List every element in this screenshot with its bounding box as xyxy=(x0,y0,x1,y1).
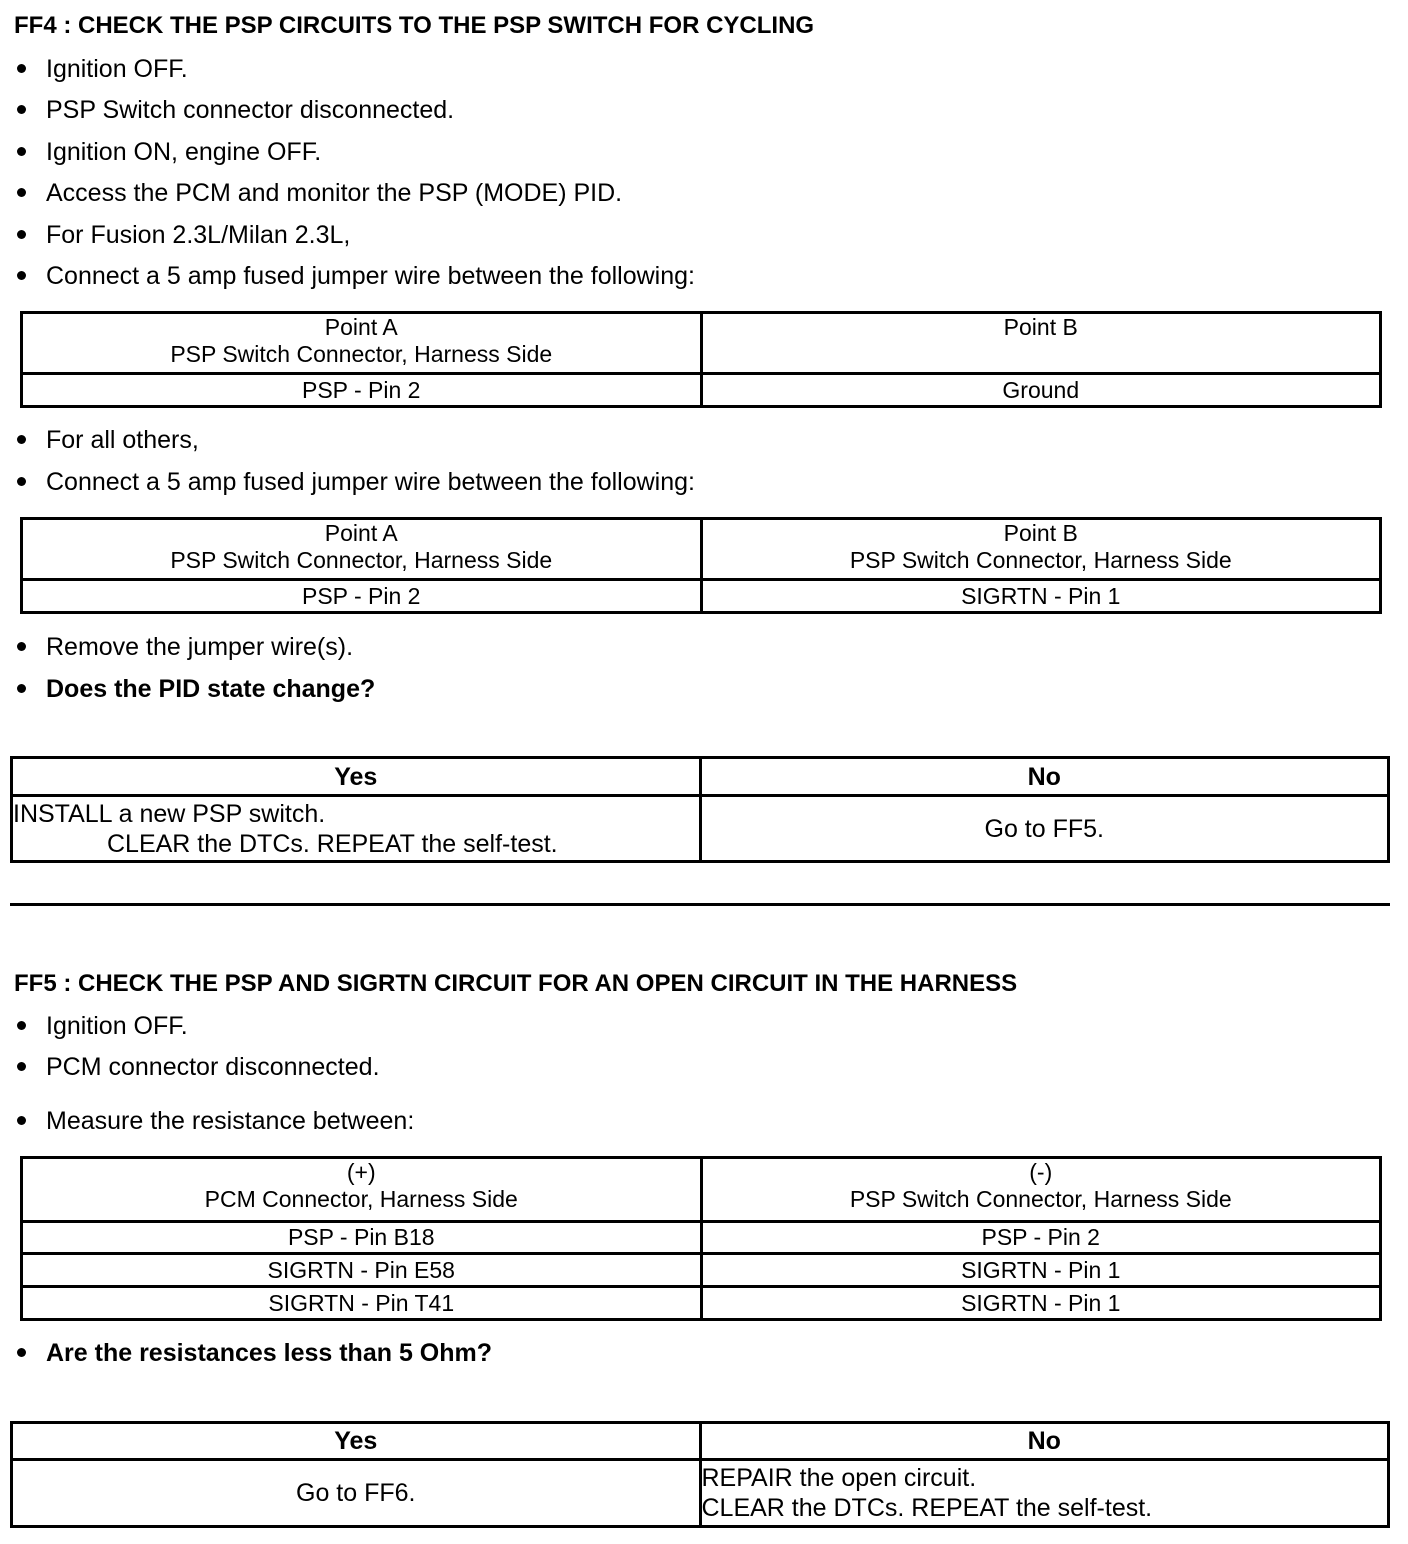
table-row xyxy=(22,1254,1381,1287)
step-item xyxy=(14,220,350,250)
bullet-icon xyxy=(17,435,26,444)
step-item xyxy=(14,425,199,455)
cell: PSP - Pin B18 xyxy=(22,1222,702,1254)
table-row xyxy=(22,1222,1381,1254)
step-item xyxy=(14,1011,188,1041)
bullet-icon xyxy=(17,105,26,114)
bullet-icon xyxy=(17,147,26,156)
question-text: Are the resistances less than 5 Ohm? xyxy=(46,1339,493,1367)
cell: PSP - Pin 2 xyxy=(22,580,702,613)
header-point-b: Point B xyxy=(701,313,1381,374)
step-item xyxy=(14,1106,414,1136)
no-action: REPAIR the open circuit. CLEAR the DTCs. REPEAT the self-test. xyxy=(700,1460,1389,1527)
step-text: Connect a 5 amp fused jumper wire between the following: xyxy=(46,468,695,496)
step-text: PCM connector disconnected. xyxy=(46,1053,380,1081)
yes-action: Go to FF6. xyxy=(12,1460,701,1527)
bullet-icon xyxy=(17,230,26,239)
step-text: Ignition OFF. xyxy=(46,1012,188,1040)
step-text: Remove the jumper wire(s). xyxy=(46,633,354,661)
step-text: For all others, xyxy=(46,426,199,454)
step-item xyxy=(14,54,188,84)
step-text: PSP Switch connector disconnected. xyxy=(46,96,455,124)
bullet-icon xyxy=(17,642,26,651)
ff5-heading: FF5 : CHECK THE PSP AND SIGRTN CIRCUIT FOR AN OPEN CIRCUIT IN THE HARNESS xyxy=(14,970,1018,997)
section-divider xyxy=(10,903,1390,906)
ff5-result-table xyxy=(10,1421,1390,1528)
step-item xyxy=(14,467,695,497)
header-positive: (+) PCM Connector, Harness Side xyxy=(22,1158,702,1222)
bullet-icon xyxy=(17,1062,26,1071)
header-point-a: Point A PSP Switch Connector, Harness Side xyxy=(22,519,702,580)
step-text: For Fusion 2.3L/Milan 2.3L, xyxy=(46,221,351,249)
jumper-table-fusion xyxy=(20,311,1382,408)
bullet-icon xyxy=(17,271,26,280)
step-text: Ignition ON, engine OFF. xyxy=(46,138,322,166)
cell: SIGRTN - Pin T41 xyxy=(22,1287,702,1320)
header-point-a: Point A PSP Switch Connector, Harness Side xyxy=(22,313,702,374)
step-item xyxy=(14,137,321,167)
header-point-b: Point B PSP Switch Connector, Harness Side xyxy=(701,519,1381,580)
bullet-icon xyxy=(17,1021,26,1030)
bullet-icon xyxy=(17,684,26,693)
step-item xyxy=(14,1052,380,1082)
step-text: Connect a 5 amp fused jumper wire between the following: xyxy=(46,262,695,290)
bullet-icon xyxy=(17,1348,26,1357)
bullet-icon xyxy=(17,1116,26,1125)
bullet-icon xyxy=(17,64,26,73)
bullet-icon xyxy=(17,477,26,486)
step-item xyxy=(14,632,353,662)
step-text: Access the PCM and monitor the PSP (MODE) PID. xyxy=(46,179,623,207)
ff4-result-table xyxy=(10,756,1390,863)
question-item xyxy=(14,674,375,704)
cell: SIGRTN - Pin 1 xyxy=(701,1287,1381,1320)
yes-header: Yes xyxy=(12,758,701,796)
step-item xyxy=(14,261,695,291)
step-text: Measure the resistance between: xyxy=(46,1107,415,1135)
cell: SIGRTN - Pin 1 xyxy=(701,1254,1381,1287)
yes-header: Yes xyxy=(12,1423,701,1460)
step-text: Ignition OFF. xyxy=(46,55,188,83)
ff4-heading: FF4 : CHECK THE PSP CIRCUITS TO THE PSP SWITCH FOR CYCLING xyxy=(14,12,815,39)
cell: Ground xyxy=(701,374,1381,407)
question-item xyxy=(14,1338,492,1368)
step-item xyxy=(14,95,454,125)
step-item xyxy=(14,178,622,208)
question-text: Does the PID state change? xyxy=(46,675,376,703)
header-negative: (-) PSP Switch Connector, Harness Side xyxy=(701,1158,1381,1222)
cell: PSP - Pin 2 xyxy=(701,1222,1381,1254)
bullet-icon xyxy=(17,188,26,197)
no-header: No xyxy=(700,1423,1389,1460)
table-row xyxy=(22,1287,1381,1320)
jumper-table-others xyxy=(20,517,1382,614)
yes-action: INSTALL a new PSP switch. CLEAR the DTCs. REPEAT the self-test. xyxy=(12,796,701,862)
no-header: No xyxy=(700,758,1389,796)
cell: SIGRTN - Pin E58 xyxy=(22,1254,702,1287)
resistance-table xyxy=(20,1156,1382,1321)
cell: PSP - Pin 2 xyxy=(22,374,702,407)
no-action: Go to FF5. xyxy=(700,796,1389,862)
cell: SIGRTN - Pin 1 xyxy=(701,580,1381,613)
